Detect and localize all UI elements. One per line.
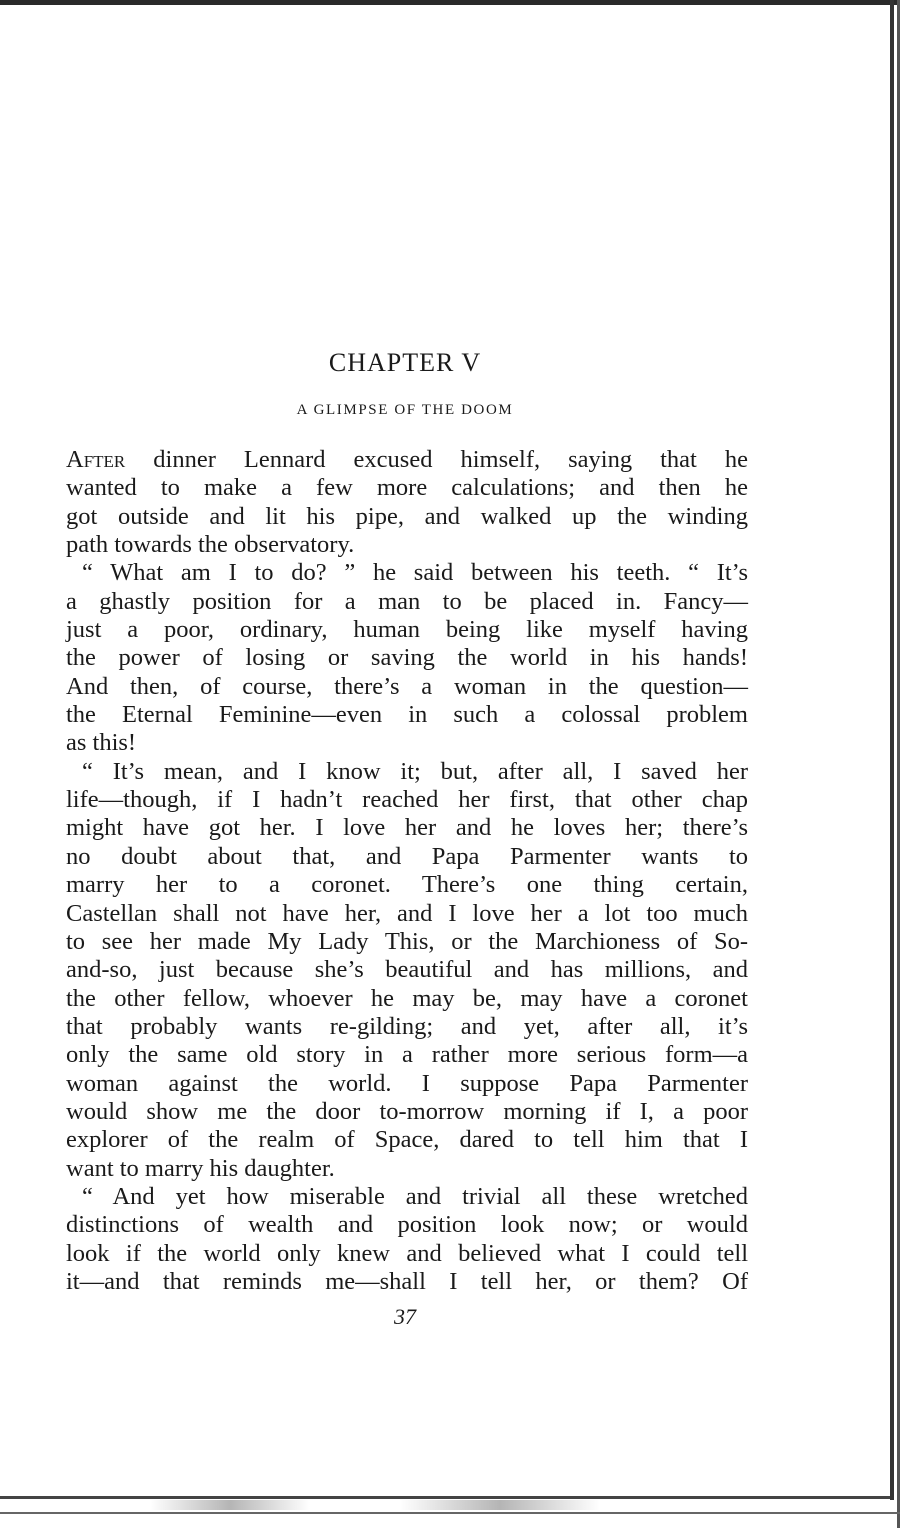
text-line: life—though, if I hadn’t reached her first, that other chap bbox=[66, 786, 748, 814]
chapter-heading: CHAPTER V bbox=[328, 348, 482, 377]
text-line: explorer of the realm of Space, dared to tell him that I bbox=[66, 1126, 748, 1154]
body-text bbox=[66, 446, 748, 1296]
text-line: as this! bbox=[66, 729, 137, 757]
scan-smudge bbox=[150, 1500, 310, 1510]
text-line: And then, of course, there’s a woman in the question— bbox=[66, 672, 748, 700]
page-edge-right bbox=[890, 0, 894, 1500]
text-line: a ghastly position for a man to be placed in. Fancy— bbox=[66, 587, 748, 615]
page-edge-top bbox=[0, 0, 900, 5]
text-line: wanted to make a few more calculations; and then he bbox=[66, 474, 748, 502]
text-line: Castellan shall not have her, and I love her a lot too much bbox=[66, 899, 748, 927]
page-number: 37 bbox=[394, 1304, 416, 1329]
scan-smudge bbox=[400, 1500, 600, 1510]
text-line: look if the world only knew and believed what I could tell bbox=[66, 1239, 748, 1267]
text-line: got outside and lit his pipe, and walked up the winding bbox=[66, 502, 748, 530]
text-line: the other fellow, whoever he may be, may have a coronet bbox=[66, 984, 748, 1012]
text-line: it—and that reminds me—shall I tell her, or them? Of bbox=[66, 1267, 748, 1295]
text-line: “ And yet how miserable and trivial all these wretched bbox=[82, 1182, 748, 1210]
text-line: might have got her. I love her and he loves her; there’s bbox=[66, 814, 748, 842]
text-line: and-so, just because she’s beautiful and has millions, and bbox=[66, 956, 748, 984]
text-line: only the same old story in a rather more serious form—a bbox=[66, 1041, 748, 1069]
text-line: distinctions of wealth and position look now; or would bbox=[66, 1211, 748, 1239]
text-line: the Eternal Feminine—even in such a colossal problem bbox=[66, 701, 748, 729]
page-edge-bottom bbox=[0, 1496, 890, 1499]
chapter-title: A GLIMPSE OF THE DOOM bbox=[296, 402, 514, 418]
text-line: After dinner Lennard excused himself, saying that he bbox=[66, 446, 748, 473]
text-line: to see her made My Lady This, or the Marchioness of So- bbox=[66, 927, 748, 955]
text-line: no doubt about that, and Papa Parmenter wants to bbox=[66, 842, 748, 870]
page-edge-bottom-outer bbox=[0, 1512, 900, 1514]
text-line: woman against the world. I suppose Papa Parmenter bbox=[66, 1069, 748, 1097]
text-line: “ What am I to do? ” he said between his teeth. “ It’s bbox=[82, 559, 748, 587]
text-line: path towards the observatory. bbox=[66, 531, 355, 559]
text-line: would show me the door to-morrow morning if I, a poor bbox=[66, 1097, 748, 1125]
text-line: the power of losing or saving the world in his hands! bbox=[66, 644, 748, 672]
text-line: just a poor, ordinary, human being like myself having bbox=[66, 616, 748, 644]
text-line: marry her to a coronet. There’s one thing certain, bbox=[66, 871, 748, 899]
text-line: want to marry his daughter. bbox=[66, 1154, 335, 1182]
text-line: that probably wants re-gilding; and yet, after all, it’s bbox=[66, 1012, 748, 1040]
text-line: “ It’s mean, and I know it; but, after all, I saved her bbox=[82, 757, 748, 785]
